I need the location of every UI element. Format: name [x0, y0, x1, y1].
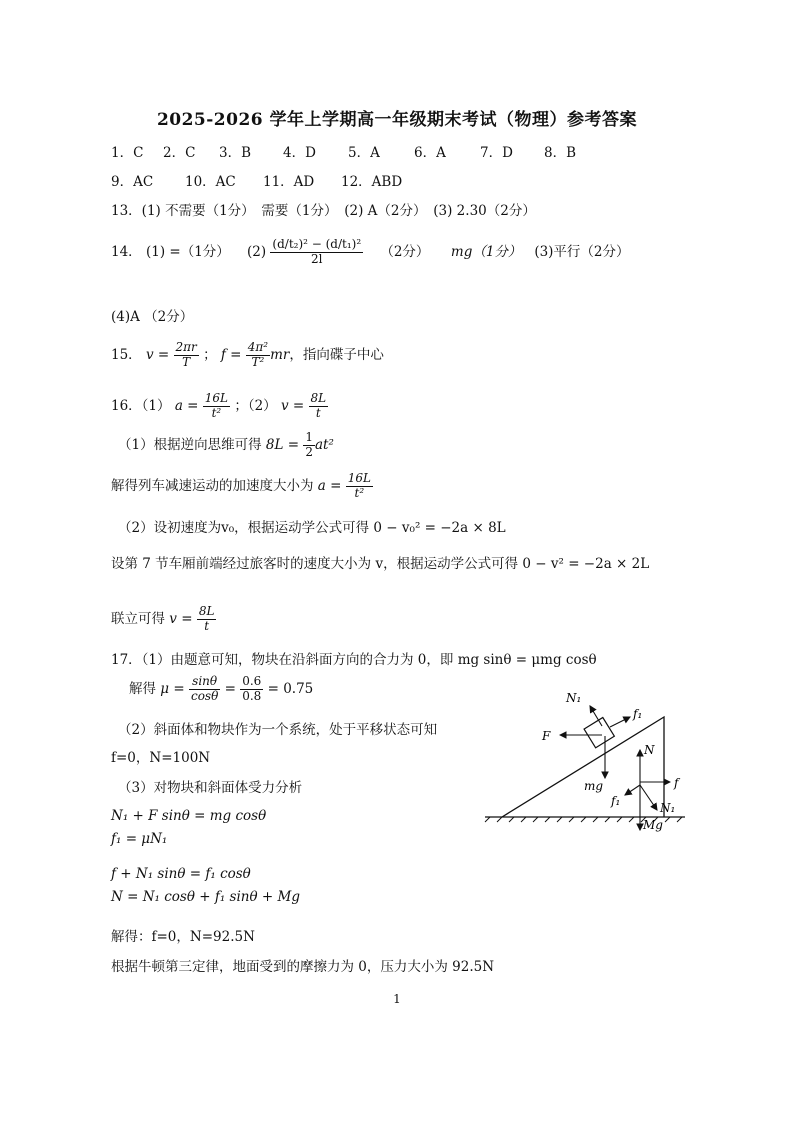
- q16-a-lhs: a =: [174, 397, 199, 414]
- q16-line-1: [118, 431, 334, 460]
- q17-line-4: f=0，N=100N: [111, 750, 211, 766]
- q15-f-den: T²: [251, 354, 265, 369]
- force-N1-lower-arrow: [640, 785, 657, 810]
- q15-suffix: ，指向碟子中心: [289, 346, 384, 363]
- q13-answer: 13．(1) 不需要（1分） 需要（1分） (2) A（2分） (3) 2.30（2分）: [111, 203, 536, 219]
- q16-line-3: （2）设初速度为v₀，根据运动学公式可得 0 − v₀² = −2a × 8L: [118, 520, 506, 536]
- label-F: F: [542, 729, 551, 743]
- q15-v-fraction: [174, 341, 199, 370]
- q17-l2-tail: = 0.75: [267, 680, 314, 697]
- q14-fraction-numerator: (d/t₂)² − (d/t₁)²: [272, 237, 362, 251]
- q14-part2-label: (2): [246, 243, 267, 260]
- force-f1-lower-arrow: [625, 785, 640, 795]
- q16-v-lhs: v =: [280, 397, 305, 414]
- q16-l1-lhs: 8L =: [265, 436, 300, 453]
- q16-l1-tail: at²: [315, 436, 334, 453]
- q16-header: [111, 392, 328, 421]
- mc-answer: 7．D: [480, 145, 513, 161]
- q16-l5-fraction: [197, 605, 217, 634]
- q16-v-fraction: [309, 392, 329, 421]
- mc-answer: 8．B: [544, 145, 577, 161]
- q16-a-den: t²: [211, 405, 222, 420]
- q16-l5-text: 联立可得: [111, 610, 165, 627]
- q14-number: 14．: [111, 243, 142, 260]
- q17-l2-fraction-1: [189, 675, 220, 704]
- mc-answer: 10．AC: [185, 174, 236, 190]
- q14-mg: mg（1分）: [450, 243, 522, 260]
- q16-l2-den: t²: [354, 485, 365, 500]
- q14-fraction-denominator: 2l: [311, 251, 323, 266]
- q16-prefix: 16．（1）: [111, 397, 171, 414]
- mc-answer: 4．D: [283, 145, 316, 161]
- q17-equation-4: N = N₁ cosθ + f₁ sinθ + Mg: [111, 889, 300, 905]
- q16-l2-num: 16L: [347, 471, 371, 485]
- q17-line-3: （2）斜面体和物块作为一个系统，处于平移状态可知: [118, 722, 438, 738]
- q16-l1-fraction: [303, 431, 315, 460]
- q17-l2-num1: sinθ: [189, 675, 220, 690]
- q17-l2-eq: =: [224, 680, 236, 697]
- q16-v-num: 8L: [310, 391, 327, 405]
- q16-l2-text: 解得列车减速运动的加速度大小为: [111, 477, 314, 494]
- q15-sep: ；: [203, 346, 217, 363]
- label-f: f: [674, 776, 679, 790]
- q17-equation-3: f + N₁ sinθ = f₁ cosθ: [111, 866, 251, 882]
- mc-answer: 1．C: [111, 145, 144, 161]
- mc-answer: 3．B: [219, 145, 252, 161]
- mc-answer: 9．AC: [111, 174, 154, 190]
- q17-l2-fraction-2: [240, 675, 263, 704]
- q17-l2-den1: cosθ: [190, 688, 219, 703]
- q14-answer: [111, 238, 630, 267]
- q14-part1: (1) =（1分）: [145, 243, 230, 260]
- label-N1: N₁: [566, 691, 582, 705]
- q15-answer: [111, 341, 384, 370]
- q15-v-den: T: [182, 354, 191, 369]
- q17-line-5: （3）对物块和斜面体受力分析: [118, 780, 303, 796]
- q16-l5-den: t: [204, 618, 210, 633]
- mc-answers-row-1: [111, 141, 576, 161]
- mc-answer: 6．A: [414, 145, 446, 161]
- q16-l2-lhs: a =: [317, 477, 342, 494]
- label-mg: mg: [584, 779, 604, 793]
- q17-l2-den2: 0.8: [242, 688, 262, 703]
- q16-l5-lhs: v =: [169, 610, 193, 627]
- q16-line-4: 设第 7 节车厢前端经过旅客时的速度大小为 v，根据运动学公式可得 0 − v² = −2a × 2L: [111, 556, 650, 572]
- q17-line-1: 17．（1）由题意可知，物块在沿斜面方向的合力为 0，即 mg sinθ = μmg cosθ: [111, 652, 597, 668]
- q16-l1-num: 1: [305, 430, 313, 444]
- q15-v-lhs: v =: [145, 346, 170, 363]
- q15-f-num: 4π²: [247, 340, 269, 354]
- q15-number: 15．: [111, 346, 142, 363]
- q14-part4: (4)A （2分）: [111, 309, 194, 325]
- q15-f-tail: mr: [270, 346, 290, 363]
- label-f1: f₁: [633, 707, 643, 721]
- q15-f-lhs: f =: [220, 346, 242, 363]
- q16-line-5: [111, 605, 216, 634]
- label-N: N: [644, 743, 655, 757]
- q17-l2-text: 解得: [129, 680, 156, 697]
- q16-a-num: 16L: [204, 391, 229, 405]
- q17-equation-2: f₁ = μN₁: [111, 831, 168, 847]
- q17-result: 解得：f=0，N=92.5N: [111, 929, 255, 945]
- mc-answer: 12．ABD: [341, 174, 403, 190]
- q17-l2-num2: 0.6: [242, 674, 262, 688]
- q17-final: 根据牛顿第三定律，地面受到的摩擦力为 0，压力大小为 92.5N: [111, 959, 495, 975]
- force-f1-arrow: [610, 717, 630, 727]
- q16-l1-text: （1）根据逆向思维可得: [118, 436, 262, 453]
- mc-answer: 5．A: [348, 145, 380, 161]
- page-number: 1: [393, 992, 401, 1006]
- q17-line-2: [129, 675, 313, 704]
- q16-l2-fraction: [346, 472, 373, 501]
- mc-answers-row-2: [111, 170, 402, 190]
- q16-v-den: t: [315, 405, 321, 420]
- q15-v-num: 2πr: [175, 340, 197, 354]
- q14-part2-score: （2分）: [380, 243, 430, 260]
- label-Mg: Mg: [643, 818, 663, 832]
- q14-fraction: [270, 238, 363, 267]
- mc-answer: 2．C: [163, 145, 196, 161]
- q17-l2-lhs: μ =: [160, 680, 185, 697]
- label-f1-lower: f₁: [611, 794, 621, 808]
- q17-equation-1: N₁ + F sinθ = mg cosθ: [111, 808, 267, 824]
- mc-answer: 11．AD: [263, 174, 315, 190]
- q16-l5-num: 8L: [198, 604, 215, 618]
- q16-l1-den: 2: [305, 444, 313, 459]
- q16-a-fraction: [203, 392, 230, 421]
- q14-part3: (3)平行（2分）: [534, 243, 630, 260]
- q15-f-fraction: [246, 341, 270, 370]
- force-diagram: [480, 680, 690, 840]
- label-N1-lower: N₁: [660, 801, 676, 815]
- q16-mid: ；（2）: [234, 397, 277, 414]
- page-title: 2025-2026 学年上学期高一年级期末考试（物理）参考答案: [156, 110, 638, 130]
- q16-line-2: [111, 472, 373, 501]
